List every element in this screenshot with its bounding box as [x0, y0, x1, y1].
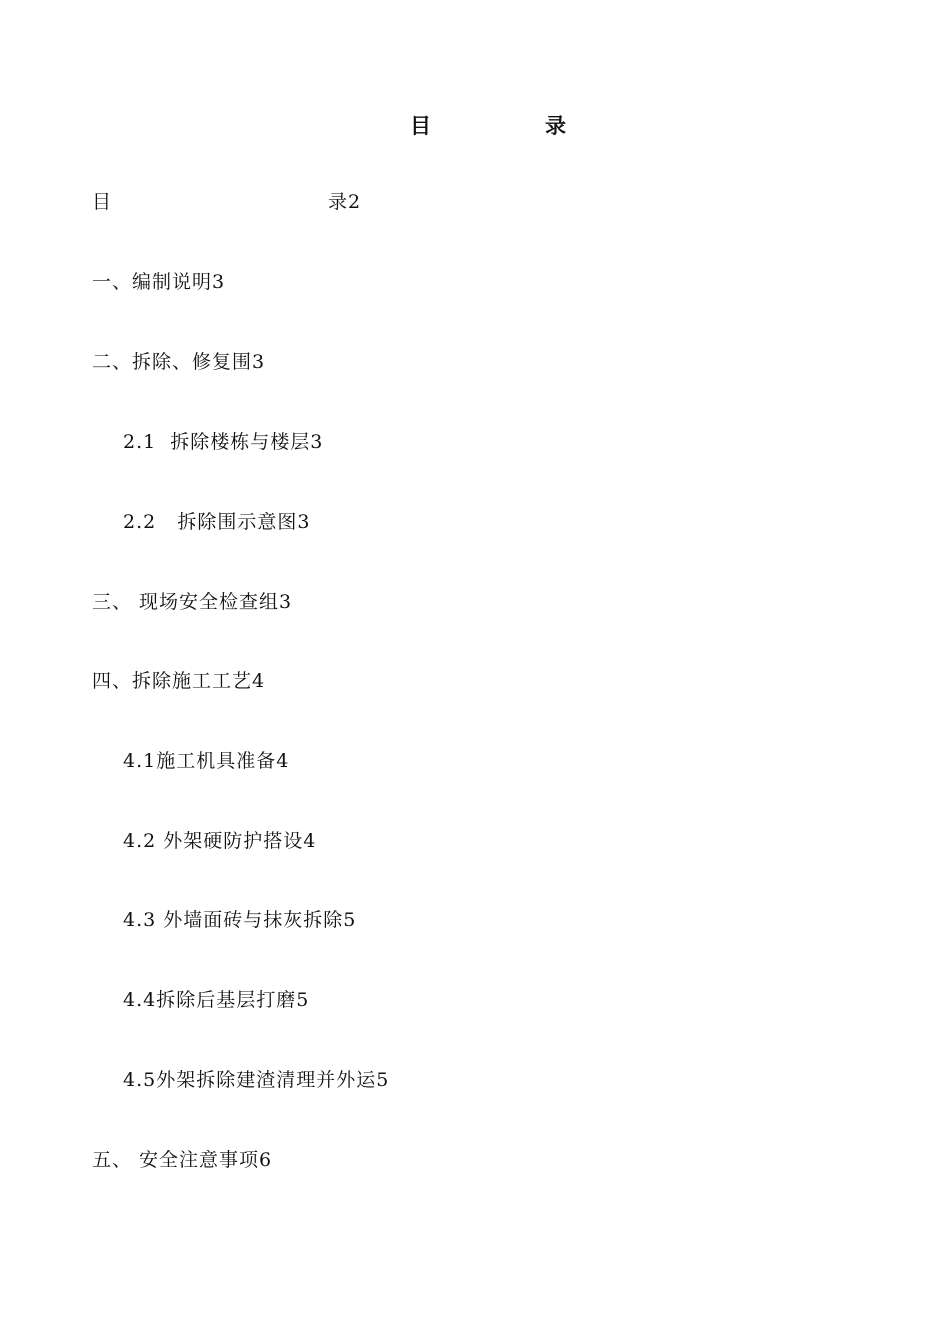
toc-entry-4-3[interactable]: 4.3 外墙面砖与抹灰拆除5	[123, 909, 357, 931]
page-title-part-2: 录	[545, 113, 566, 138]
page-title-part-1: 目	[410, 113, 431, 138]
page-title	[0, 110, 950, 142]
toc-entry-4-2[interactable]: 4.2 外架硬防护搭设4	[123, 830, 317, 852]
toc-entry-contents-part-2: 录2	[328, 191, 362, 213]
toc-entry-5[interactable]: 五、 安全注意事项6	[92, 1149, 273, 1171]
toc-entry-2[interactable]: 二、拆除、修复围3	[92, 351, 266, 373]
toc-entry-2-1[interactable]: 2.1 拆除楼栋与楼层3	[123, 431, 324, 453]
toc-entry-4[interactable]: 四、拆除施工工艺4	[92, 670, 266, 692]
toc-entry-4-1[interactable]: 4.1施工机具准备4	[123, 750, 290, 772]
toc-entry-contents-part-1: 目	[92, 191, 113, 213]
toc-entry-contents[interactable]	[92, 189, 492, 215]
toc-entry-1[interactable]: 一、编制说明3	[92, 271, 226, 293]
toc-entry-2-2[interactable]: 2.2 拆除围示意图3	[123, 511, 311, 533]
toc-entry-4-4[interactable]: 4.4拆除后基层打磨5	[123, 989, 310, 1011]
toc-entry-3[interactable]: 三、 现场安全检查组3	[92, 591, 293, 613]
toc-entry-4-5[interactable]: 4.5外架拆除建渣清理并外运5	[123, 1069, 390, 1091]
